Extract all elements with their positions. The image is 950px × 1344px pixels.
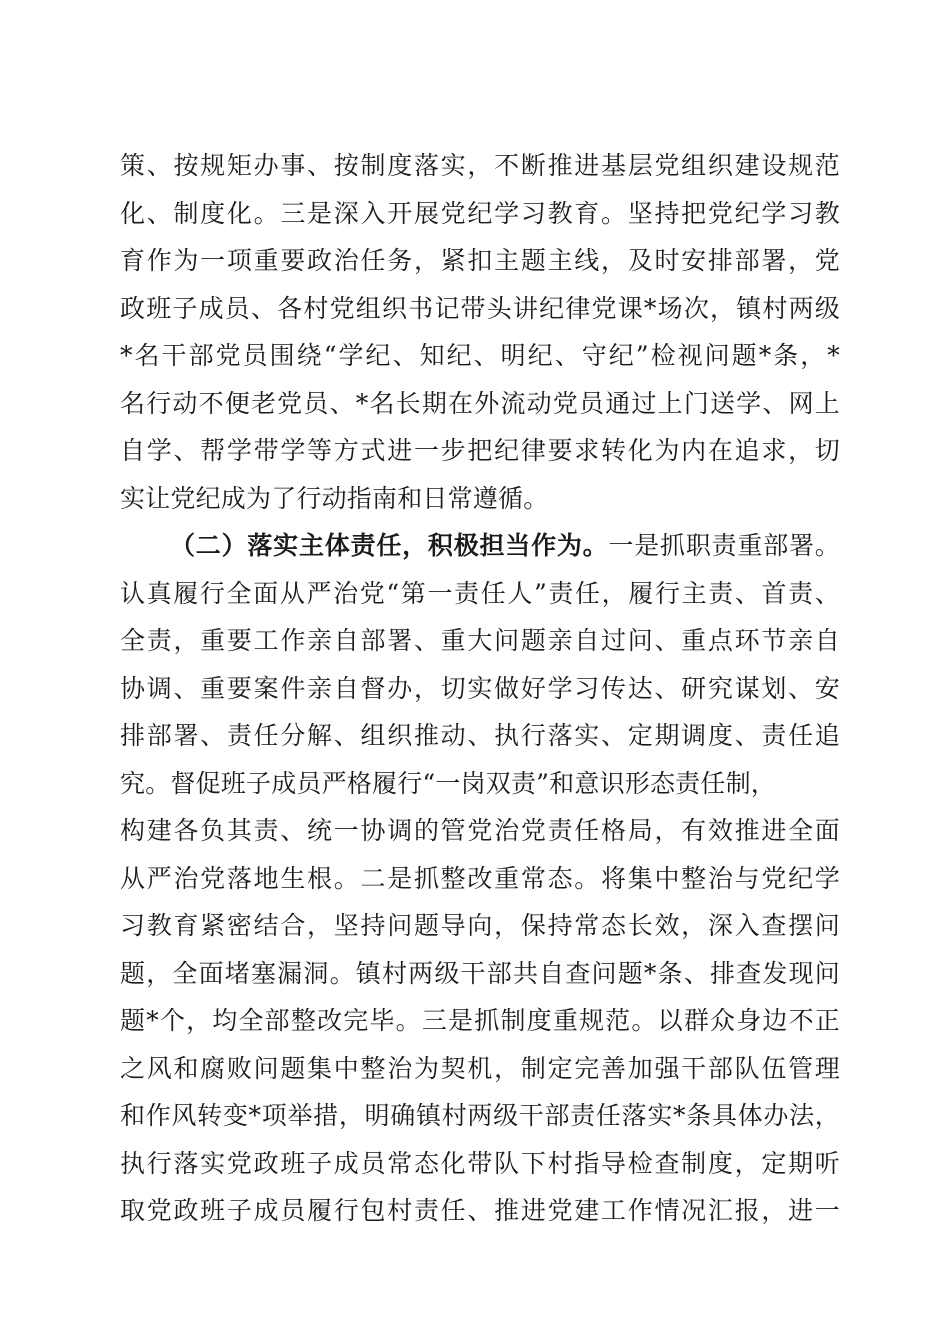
text-line: 从严治党落地生根。二是抓整改重常态。将集中整治与党纪学 <box>120 863 840 893</box>
text-line: 实让党纪成为了行动指南和日常遵循。 <box>120 483 549 513</box>
text-line: 题，全面堵塞漏洞。镇村两级干部共自查问题*条、排查发现问 <box>120 958 840 988</box>
text-line: 自学、帮学带学等方式进一步把纪律要求转化为内在追求，切 <box>120 436 840 465</box>
text-line: 全责，重要工作亲自部署、重大问题亲自过问、重点环节亲自 <box>120 626 840 655</box>
text-line: 和作风转变*项举措，明确镇村两级干部责任落实*条具体办法， <box>120 1101 840 1130</box>
text-line: 化、制度化。三是深入开展党纪学习教育。坚持把党纪学习教 <box>120 198 840 228</box>
text-line: *名干部党员围绕“学纪、知纪、明纪、守纪”检视问题*条，* <box>120 341 840 370</box>
section-heading-continuation: 一是抓职责重部署。 <box>608 531 840 560</box>
text-line: 构建各负其责、统一协调的管党治党责任格局，有效推进全面 <box>120 816 840 845</box>
text-line: 政班子成员、各村党组织书记带头讲纪律党课*场次，镇村两级 <box>120 293 840 323</box>
text-line: 育作为一项重要政治任务，紧扣主题主线，及时安排部署，党 <box>120 246 840 275</box>
text-line: 排部署、责任分解、组织推动、执行落实、定期调度、责任追 <box>120 721 840 750</box>
text-line: 究。督促班子成员严格履行“一岗双责”和意识形态责任制， <box>120 768 776 798</box>
text-line: 题*个，均全部整改完毕。三是抓制度重规范。以群众身边不正 <box>120 1006 840 1035</box>
text-line: 取党政班子成员履行包村责任、推进党建工作情况汇报，进一 <box>120 1196 840 1225</box>
section-heading-line <box>120 522 840 570</box>
text-line: 习教育紧密结合，坚持问题导向，保持常态长效，深入查摆问 <box>120 911 840 940</box>
text-line: 策、按规矩办事、按制度落实，不断推进基层党组织建设规范 <box>120 151 840 180</box>
text-line: 名行动不便老党员、*名长期在外流动党员通过上门送学、网上 <box>120 388 840 418</box>
text-line: 之风和腐败问题集中整治为契机，制定完善加强干部队伍管理 <box>120 1053 840 1083</box>
text-line: 执行落实党政班子成员常态化带队下村指导检查制度，定期听 <box>120 1148 840 1178</box>
body-text <box>120 142 840 1235</box>
text-line: 协调、重要案件亲自督办，切实做好学习传达、研究谋划、安 <box>120 673 840 703</box>
text-line: 认真履行全面从严治党“第一责任人”责任，履行主责、首责、 <box>120 578 840 608</box>
section-heading: （二）落实主体责任，积极担当作为。 <box>170 531 609 560</box>
